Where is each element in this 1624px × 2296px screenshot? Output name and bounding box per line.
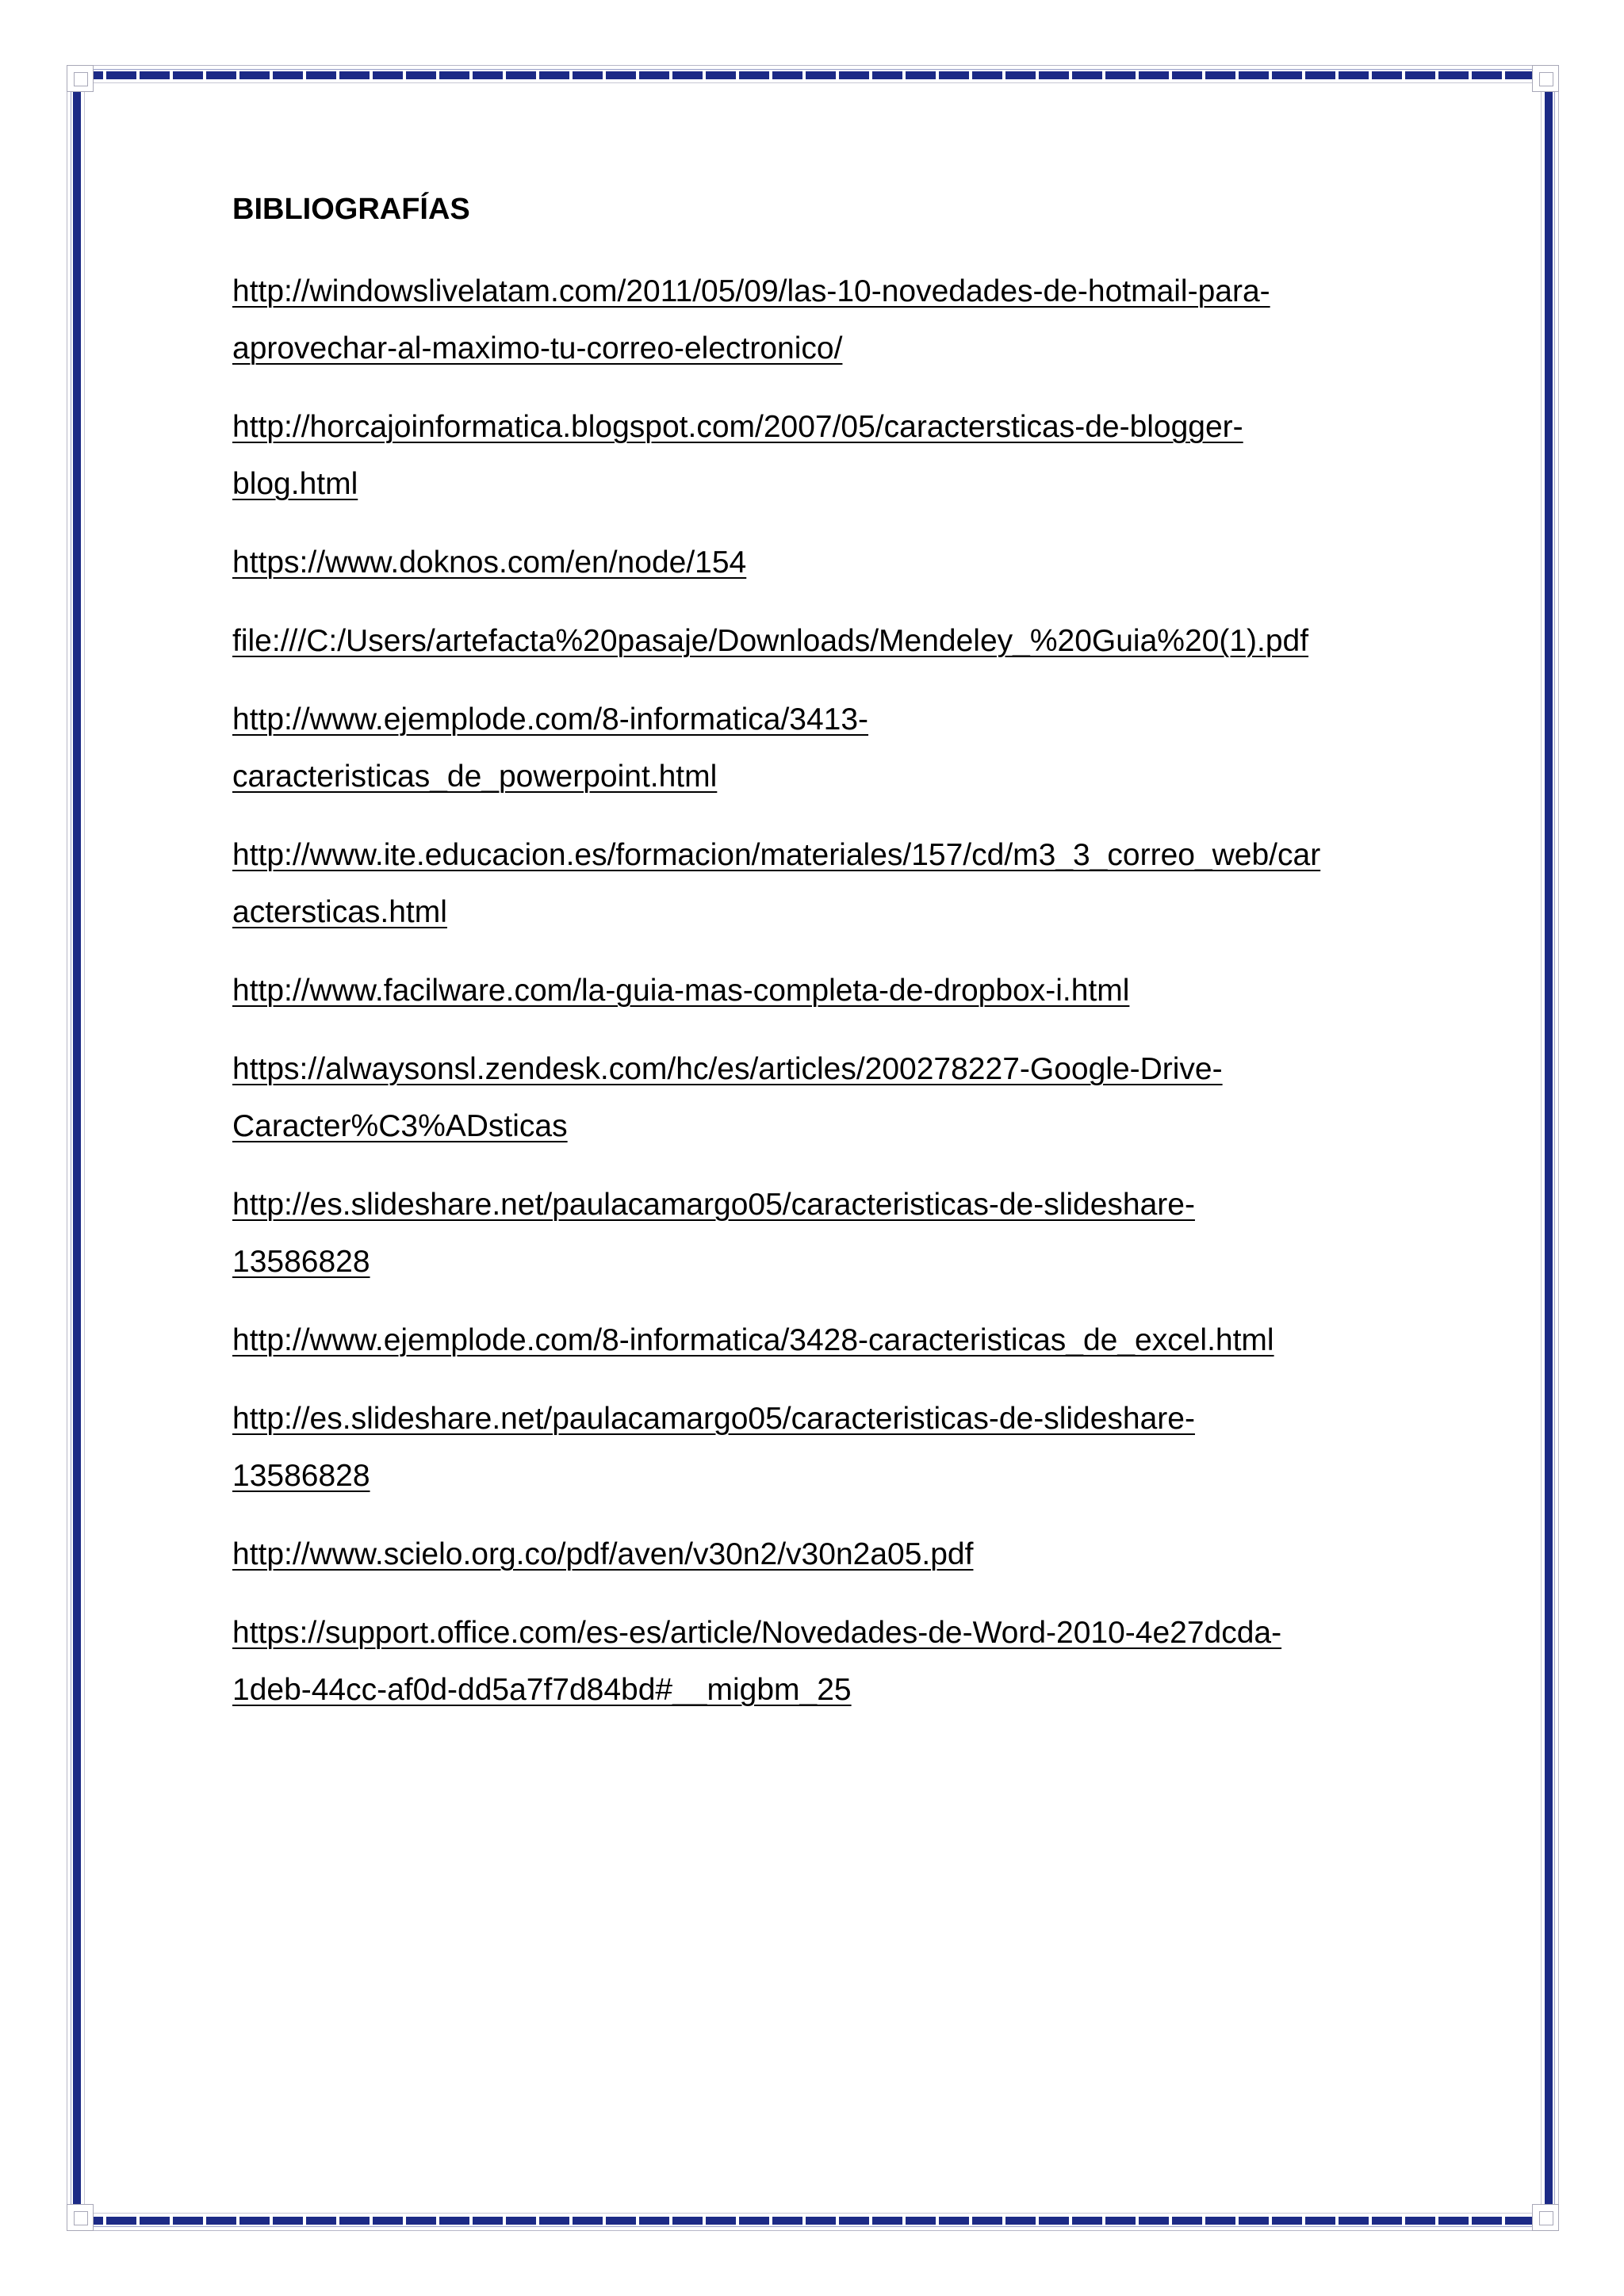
list-item: [232, 399, 1390, 513]
list-item: [232, 534, 1390, 591]
page-title: BIBLIOGRAFÍAS: [232, 193, 470, 226]
page-content: [232, 189, 1390, 1740]
reference-link[interactable]: http://windowslivelatam.com/2011/05/09/las-10-novedades-de-hotmail-para- aprovechar-al-maximo-tu-correo-electronico/: [232, 274, 1270, 365]
list-item: [232, 827, 1390, 941]
reference-link[interactable]: file:///C:/Users/artefacta%20pasaje/Downloads/Mendeley_%20Guia%20(1).pdf: [232, 624, 1309, 658]
reference-link[interactable]: http://es.slideshare.net/paulacamargo05/caracteristicas-de-slideshare- 13586828: [232, 1188, 1195, 1279]
reference-link[interactable]: https://www.doknos.com/en/node/154: [232, 545, 747, 580]
list-item: [232, 263, 1390, 377]
list-item: [232, 1526, 1390, 1583]
list-item: [232, 613, 1390, 670]
list-item: [232, 1312, 1390, 1369]
reference-link[interactable]: https://support.office.com/es-es/article/Novedades-de-Word-2010-4e27dcda- 1deb-44cc-af0d-dd5a7f7d84bd#__migbm_25: [232, 1616, 1282, 1707]
list-item: [232, 962, 1390, 1020]
reference-link[interactable]: https://alwaysonsl.zendesk.com/hc/es/articles/200278227-Google-Drive- Caracter%C3%ADsticas: [232, 1052, 1223, 1143]
list-item: [232, 1605, 1390, 1719]
border-corner-top-right: [1532, 65, 1559, 92]
reference-link[interactable]: http://www.ejemplode.com/8-informatica/3428-caracteristicas_de_excel.html: [232, 1323, 1274, 1357]
border-corner-top-left: [67, 65, 94, 92]
reference-link[interactable]: http://www.scielo.org.co/pdf/aven/v30n2/v30n2a05.pdf: [232, 1537, 974, 1571]
border-corner-bottom-right: [1532, 2204, 1559, 2231]
reference-link[interactable]: http://www.ejemplode.com/8-informatica/3413- caracteristicas_de_powerpoint.html: [232, 702, 869, 794]
list-item: [232, 1177, 1390, 1291]
border-corner-bottom-left: [67, 2204, 94, 2231]
list-item: [232, 1041, 1390, 1155]
reference-link[interactable]: http://www.ite.educacion.es/formacion/materiales/157/cd/m3_3_correo_web/car actersticas.html: [232, 838, 1321, 929]
list-item: [232, 691, 1390, 806]
reference-link[interactable]: http://es.slideshare.net/paulacamargo05/caracteristicas-de-slideshare- 13586828: [232, 1402, 1195, 1493]
reference-link[interactable]: http://www.facilware.com/la-guia-mas-completa-de-dropbox-i.html: [232, 974, 1130, 1008]
bibliography-list: [232, 263, 1390, 1719]
reference-link[interactable]: http://horcajoinformatica.blogspot.com/2007/05/caractersticas-de-blogger- blog.html: [232, 410, 1243, 501]
list-item: [232, 1391, 1390, 1505]
